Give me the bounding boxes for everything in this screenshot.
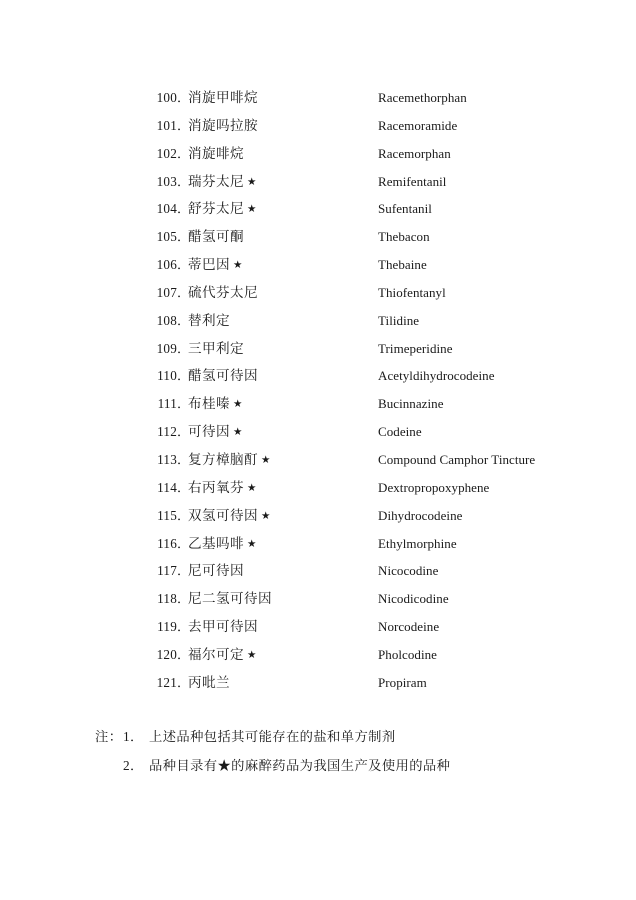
drug-name-english: Trimeperidine xyxy=(378,340,453,356)
row-index: 101 xyxy=(156,117,177,133)
table-row xyxy=(143,140,603,168)
row-separator: ． xyxy=(177,424,191,440)
footnote-item xyxy=(95,722,575,751)
star-marker-icon: ★ xyxy=(232,399,243,411)
drug-name-chinese: 双氢可待因 xyxy=(188,507,258,523)
table-row xyxy=(143,335,603,363)
drug-name-english: Thebacon xyxy=(378,229,430,245)
table-row xyxy=(143,446,603,474)
table-row xyxy=(143,502,603,530)
star-marker-icon: ★ xyxy=(260,454,271,466)
drug-name-chinese: 醋氢可待因 xyxy=(188,368,258,384)
drug-name-english: Ethylmorphine xyxy=(378,535,457,551)
row-index: 112 xyxy=(157,424,177,440)
table-row xyxy=(143,669,603,697)
row-separator: ． xyxy=(177,117,191,133)
table-row xyxy=(143,84,603,112)
star-marker-icon: ★ xyxy=(246,538,257,550)
table-row xyxy=(143,641,603,669)
table-row xyxy=(143,530,603,558)
drug-name-english: Remifentanil xyxy=(378,173,447,189)
drug-name-chinese: 丙吡兰 xyxy=(188,674,230,690)
row-separator: ． xyxy=(177,563,191,579)
row-separator: ． xyxy=(177,312,191,328)
footnote-text: 上述品种包括其可能存在的盐和单方制剂 xyxy=(149,729,396,744)
table-row xyxy=(143,585,603,613)
row-separator: ． xyxy=(177,257,191,273)
row-index: 111 xyxy=(157,396,177,412)
row-index: 102 xyxy=(156,145,177,161)
row-separator: ． xyxy=(177,535,191,551)
table-row xyxy=(143,168,603,196)
row-separator: ． xyxy=(177,674,191,690)
row-separator: ． xyxy=(177,479,191,495)
star-marker-icon: ★ xyxy=(232,427,243,439)
drug-name-english: Dihydrocodeine xyxy=(378,507,463,523)
row-index: 115 xyxy=(157,507,177,523)
drug-name-chinese: 乙基吗啡 xyxy=(188,535,244,551)
drug-name-english: Codeine xyxy=(378,424,422,440)
row-separator: ． xyxy=(177,201,191,217)
drug-name-english: Thebaine xyxy=(378,257,427,273)
row-separator: ． xyxy=(177,284,191,300)
footnote-text: 品种目录有★的麻醉药品为我国生产及使用的品种 xyxy=(149,758,451,773)
row-separator: ． xyxy=(177,646,191,662)
footnote-item xyxy=(95,751,575,780)
drug-name-english: Racemethorphan xyxy=(378,90,467,105)
drug-name-chinese: 布桂嗪 xyxy=(188,396,230,412)
row-index: 109 xyxy=(156,340,177,356)
footnote-number: 2． xyxy=(123,758,144,773)
table-row xyxy=(143,474,603,502)
table-row xyxy=(143,251,603,279)
table-row xyxy=(143,557,603,585)
table-row xyxy=(143,418,603,446)
drug-name-english: Bucinnazine xyxy=(378,396,444,412)
row-index: 103 xyxy=(156,173,177,189)
drug-name-chinese: 消旋吗拉胺 xyxy=(188,117,258,133)
star-marker-icon: ★ xyxy=(246,176,257,188)
drug-name-chinese: 消旋啡烷 xyxy=(188,145,244,161)
drug-name-english: Thiofentanyl xyxy=(378,284,446,300)
drug-name-english: Sufentanil xyxy=(378,201,432,217)
star-marker-icon: ★ xyxy=(232,260,243,272)
row-index: 106 xyxy=(156,257,177,273)
drug-name-english: Tilidine xyxy=(378,312,420,328)
star-marker-icon: ★ xyxy=(246,204,257,216)
drug-name-chinese: 复方樟脑酊 xyxy=(188,451,258,467)
table-row xyxy=(143,613,603,641)
drug-name-english: Dextropropoxyphene xyxy=(378,479,490,495)
star-marker-icon: ★ xyxy=(246,649,257,661)
row-index: 100 xyxy=(156,90,177,105)
table-row xyxy=(143,279,603,307)
footnotes-section xyxy=(95,722,575,780)
row-separator: ． xyxy=(177,396,191,412)
drug-name-chinese: 三甲利定 xyxy=(188,340,244,356)
row-separator: ． xyxy=(177,507,191,523)
drug-name-chinese: 右丙氧芬 xyxy=(188,479,244,495)
row-index: 120 xyxy=(156,646,177,662)
row-separator: ． xyxy=(177,591,191,607)
row-index: 107 xyxy=(156,284,177,300)
drug-name-chinese: 去甲可待因 xyxy=(188,619,258,635)
drug-name-chinese: 替利定 xyxy=(188,312,230,328)
table-row xyxy=(143,390,603,418)
row-index: 104 xyxy=(156,201,177,217)
table-row xyxy=(143,307,603,335)
drug-name-english: Propiram xyxy=(378,674,427,690)
row-separator: ． xyxy=(177,368,191,384)
drug-name-chinese: 瑞芬太尼 xyxy=(188,173,244,189)
narcotic-drug-list xyxy=(143,84,603,697)
drug-name-english: Racemoramide xyxy=(378,117,458,133)
drug-name-english: Acetyldihydrocodeine xyxy=(378,368,495,384)
drug-name-english: Nicocodine xyxy=(378,563,439,579)
drug-name-chinese: 醋氢可酮 xyxy=(188,229,244,245)
star-marker-icon: ★ xyxy=(246,482,257,494)
drug-name-chinese: 舒芬太尼 xyxy=(188,201,244,217)
footnote-number: 1． xyxy=(123,729,144,744)
row-separator: ． xyxy=(177,145,191,161)
drug-name-english: Compound Camphor Tincture xyxy=(378,451,536,467)
row-index: 108 xyxy=(156,312,177,328)
drug-name-chinese: 消旋甲啡烷 xyxy=(188,90,258,105)
row-index: 117 xyxy=(157,563,177,579)
row-separator: ． xyxy=(177,173,191,189)
row-index: 110 xyxy=(157,368,177,384)
row-index: 121 xyxy=(156,674,177,690)
drug-name-chinese: 硫代芬太尼 xyxy=(188,284,258,300)
drug-name-english: Nicodicodine xyxy=(378,591,449,607)
drug-name-english: Racemorphan xyxy=(378,145,451,161)
drug-name-english: Norcodeine xyxy=(378,619,440,635)
row-index: 118 xyxy=(157,591,177,607)
row-index: 114 xyxy=(157,479,177,495)
row-index: 116 xyxy=(157,535,177,551)
drug-name-chinese: 尼二氢可待因 xyxy=(188,591,272,607)
row-index: 119 xyxy=(157,619,177,635)
table-row xyxy=(143,223,603,251)
drug-name-chinese: 尼可待因 xyxy=(188,563,244,579)
drug-name-english: Pholcodine xyxy=(378,646,437,662)
table-row xyxy=(143,112,603,140)
table-row xyxy=(143,195,603,223)
table-row xyxy=(143,362,603,390)
row-index: 113 xyxy=(157,451,177,467)
row-separator: ． xyxy=(177,90,191,105)
row-separator: ． xyxy=(177,619,191,635)
drug-name-chinese: 蒂巴因 xyxy=(188,257,230,273)
row-index: 105 xyxy=(156,229,177,245)
drug-name-chinese: 可待因 xyxy=(188,424,230,440)
row-separator: ． xyxy=(177,340,191,356)
star-marker-icon: ★ xyxy=(260,510,271,522)
drug-name-chinese: 福尔可定 xyxy=(188,646,244,662)
row-separator: ． xyxy=(177,451,191,467)
footnotes-label: 注： xyxy=(95,729,123,744)
row-separator: ． xyxy=(177,229,191,245)
